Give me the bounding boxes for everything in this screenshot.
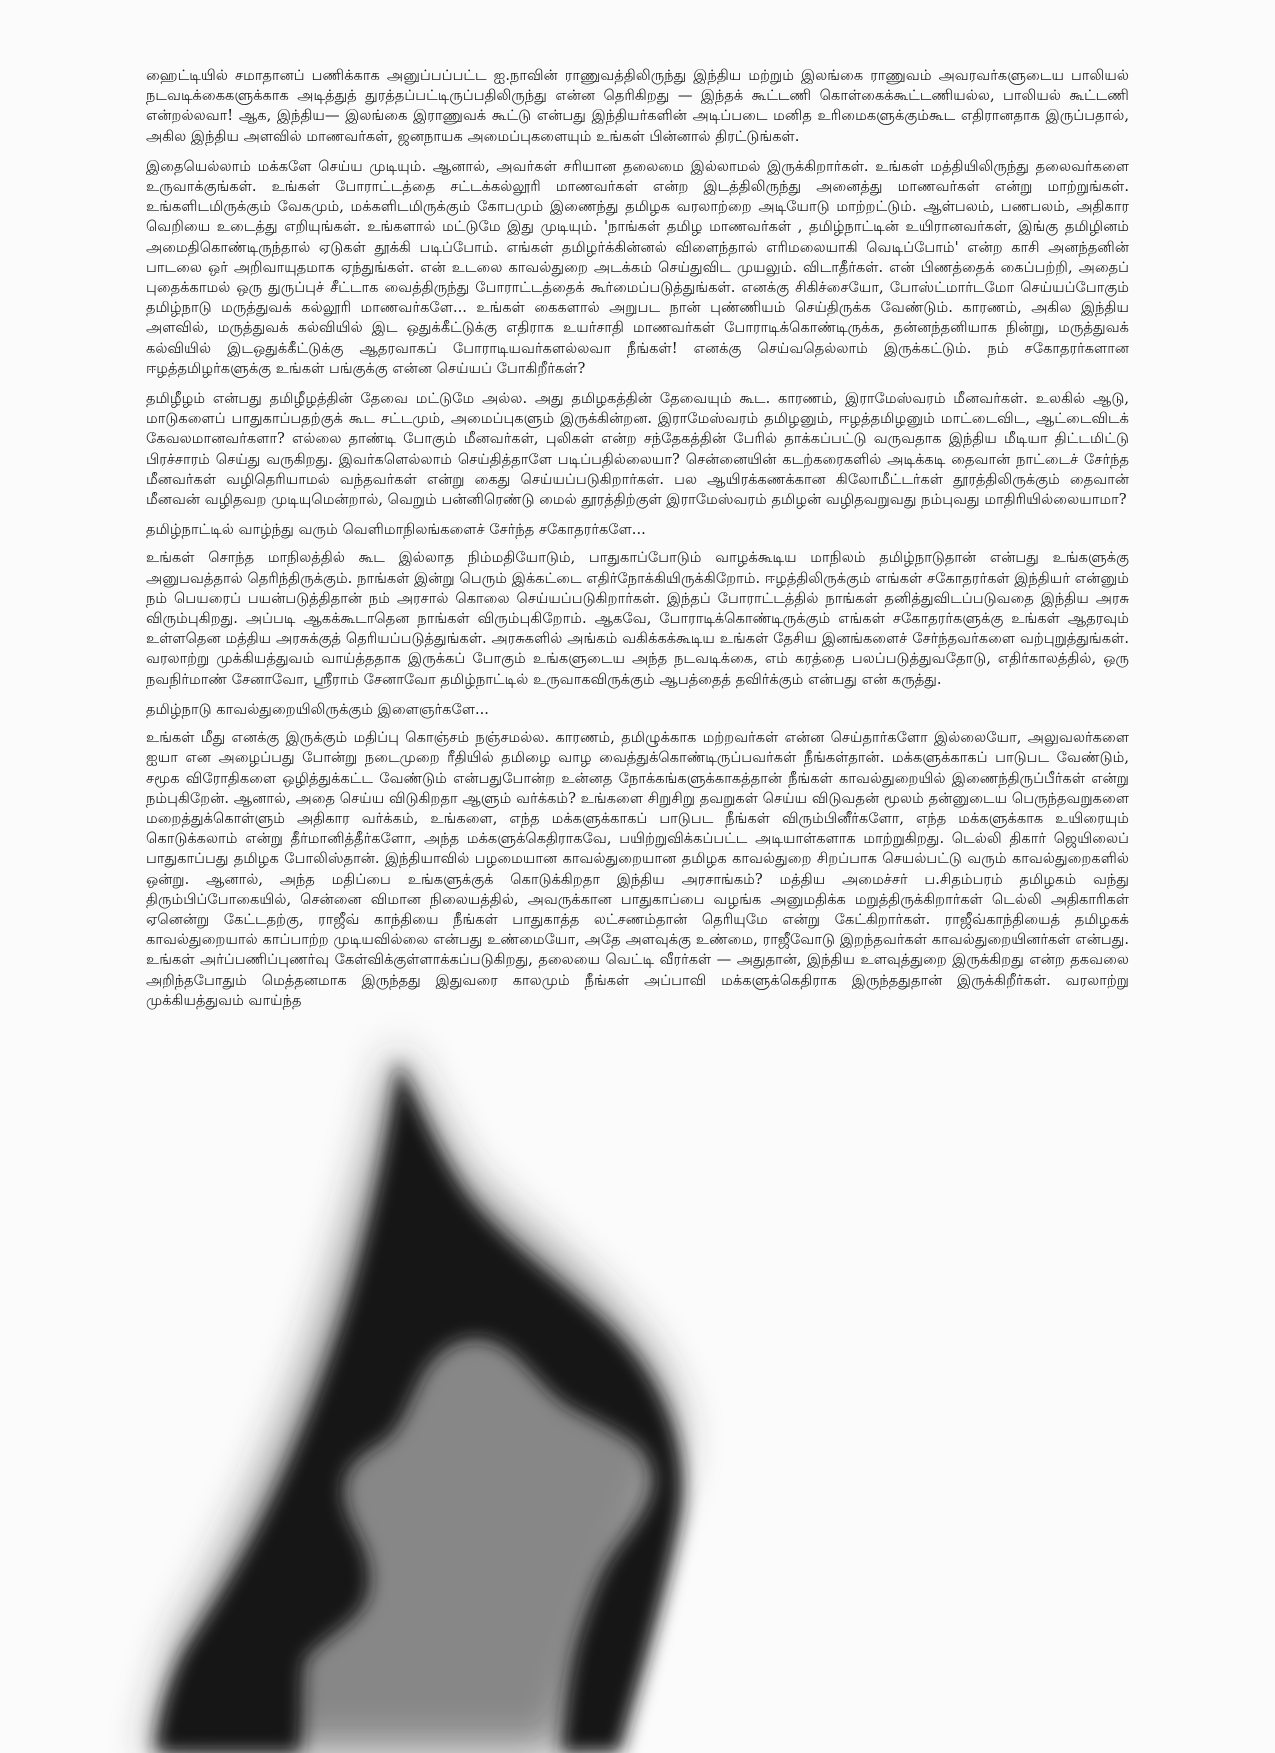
document-text (146, 66, 1129, 1021)
paragraph-other-states: உங்கள் சொந்த மாநிலத்தில் கூட இல்லாத நிம்மதியோடும், பாதுகாப்போடும் வாழக்கூடிய மாநிலம் தமிழ்நாடுதான் என்பது உங்களுக்கு அனுபவத்தால் தெரிந்திருக்கும். நாங்கள் இன்று பெரும் இக்கட்டை எதிர்நோக்கியிருக்கிறோம். ஈழத்திலிருக்கும் எங்கள் சகோதரர்கள் இந்தியர் என்னும் நம் பெயரைப் பயன்படுத்திதான் நம் அரசால் கொலை செய்யப்படுகிறார்கள். இந்தப் போராட்டத்தில் நாங்கள் தனித்துவிடப்படுவதை இந்திய அரசு விரும்புகிறது. அப்படி ஆகக்கூடாதென நாங்கள் விரும்புகிறோம். ஆகவே, போராடிக்கொண்டிருக்கும் எங்கள் சகோதரர்களுக்கு உங்கள் ஆதரவும் உள்ளதென மத்திய அரசுக்குத் தெரியப்படுத்துங்கள். அரசுகளில் அங்கம் வகிக்கக்கூடிய உங்கள் தேசிய இனங்களைச் சேர்ந்தவர்களை வற்புறுத்துங்கள். வரலாற்று முக்கியத்துவம் வாய்த்ததாக இருக்கப் போகும் உங்களுடைய அந்த நடவடிக்கை, எம் கரத்தை பலப்படுத்துவதோடு, எதிர்காலத்தில், ஒரு நவநிர்மாண் சேனாவோ, ஸ்ரீராம் சேனாவோ தமிழ்நாட்டில் உருவாகவிருக்கும் ஆபத்தைத் தவிர்க்கும் என்பது என் கருத்து. (146, 549, 1129, 688)
paragraph-police: உங்கள் மீது எனக்கு இருக்கும் மதிப்பு கொஞ்சம் நஞ்சமல்ல. காரணம், தமிழுக்காக மற்றவர்கள் என்ன செய்தார்களோ இல்லையோ, அலுவலர்களை ஐயா என அழைப்பது போன்று நடைமுறை ரீதியில் தமிழை வாழ வைத்துக்கொண்டிருப்பவர்கள் நீங்கள்தான். மக்களுக்காகப் பாடுபட வேண்டும், சமூக விரோதிகளை ஒழித்துக்கட்ட வேண்டும் என்பதுபோன்ற உன்னத நோக்கங்களுக்காகத்தான் நீங்கள் காவல்துறையில் இணைந்திருப்பீர்கள் என்று நம்புகிறேன். ஆனால், அதை செய்ய விடுகிறதா ஆளும் வர்க்கம்? உங்களை சிறுசிறு தவறுகள் செய்ய விடுவதன் மூலம் தன்னுடைய பெருந்தவறுகளை மறைத்துக்கொள்ளும் அதிகார வர்க்கம், உங்களை, எந்த மக்களுக்காகப் பாடுபட நீங்கள் விரும்பினீர்களோ, எந்த மக்களுக்காக உயிரையும் கொடுக்கலாம் என்று தீர்மானித்தீர்களோ, அந்த மக்களுக்கெதிராகவே, பயிற்றுவிக்கப்பட்ட அடியாள்களாக மாற்றுகிறது. டெல்லி திகார் ஜெயிலைப் பாதுகாப்பது தமிழக போலிஸ்தான். இந்தியாவில் பழமையான காவல்துறையான தமிழக காவல்துறை சிறப்பாக செயல்பட்டு வரும் காவல்துறைகளில் ஒன்று. ஆனால், அந்த மதிப்பை உங்களுக்குக் கொடுக்கிறதா இந்திய அரசாங்கம்? மத்திய அமைச்சர் ப.சிதம்பரம் தமிழகம் வந்து திரும்பிப்போகையில், சென்னை விமான நிலையத்தில், அவருக்கான பாதுகாப்பை வழங்க அனுமதிக்க மறுத்திருக்கிறார்கள் டெல்லி அதிகாரிகள் ஏனென்று கேட்டதற்கு, ராஜீவ் காந்தியை நீங்கள் பாதுகாத்த லட்சணம்தான் தெரியுமே என்று கேட்கிறார்கள். ராஜீவ்காந்தியைத் தமிழகக் காவல்துறையால் காப்பாற்ற முடியவில்லை என்பது உண்மையோ, அதே அளவுக்கு உண்மை, ராஜீவோடு இறந்தவர்கள் காவல்துறையினர்கள் என்பது. உங்கள் அர்ப்பணிப்புணர்வு கேள்விக்குள்ளாக்கப்படுகிறது, தலையை வெட்டி வீரர்கள் — அதுதான், இந்திய உளவுத்துறை இருக்கிறது என்ற தகவலை அறிந்தபோதும் மெத்தனமாக இருந்தது இதுவரை காலமும் நீங்கள் அப்பாவி மக்களுக்கெதிராக இருந்ததுதான் இருக்கிறீர்கள். வரலாற்று முக்கியத்துவம் வாய்ந்த (146, 729, 1129, 1009)
burn-core (155, 1060, 683, 1753)
burn-halo (150, 1045, 676, 1753)
paragraph-haiti: ஹைட்டியில் சமாதானப் பணிக்காக அனுப்பப்பட்ட ஐ.நாவின் ராணுவத்திலிருந்து இந்திய மற்றும் இலங்கை ராணுவம் அவரவர்களுடைய பாலியல் நடவடிக்கைகளுக்காக அடித்துத் துரத்தப்பட்டிருப்பதிலிருந்து என்ன தெரிகிறது — இந்தக் கூட்டணி கொள்கைக்கூட்டணியல்ல, பாலியல் கூட்டணி என்றல்லவா! ஆக, இந்திய— இலங்கை இராணுவக் கூட்டு என்பது இந்தியர்களின் அடிப்படை மனித உரிமைகளுக்கும்கூட எதிரானதாக இருப்பதால், அகில இந்திய அளவில் மாணவர்கள், ஜனநாயக அமைப்புகளையும் உங்கள் பின்னால் திரட்டுங்கள். (146, 67, 1129, 145)
heading-other-states: தமிழ்நாட்டில் வாழ்ந்து வரும் வெளிமாநிலங்களைச் சேர்ந்த சகோதரர்களே... (146, 521, 646, 539)
paragraph-tamil-eelam: தமிழீழம் என்பது தமிழீழத்தின் தேவை மட்டுமே அல்ல. அது தமிழகத்தின் தேவையும் கூட. காரணம், இராமேஸ்வரம் மீனவர்கள். உலகில் ஆடு, மாடுகளைப் பாதுகாப்பதற்குக் கூட சட்டமும், அமைப்புகளும் இருக்கின்றன. இராமேஸ்வரம் தமிழனும், ஈழத்தமிழனும் மாட்டைவிட, ஆட்டைவிடக் கேவலமானவர்களா? எல்லை தாண்டி போகும் மீனவர்கள், புலிகள் என்ற சந்தேகத்தின் பேரில் தாக்கப்பட்டு வருவதாக இந்திய மீடியா திட்டமிட்டு பிரச்சாரம் செய்து வருகிறது. இவர்களெல்லாம் செய்தித்தாளே படிப்பதில்லையா? சென்னையின் கடற்கரைகளில் அடிக்கடி தைவான் நாட்டைச் சேர்ந்த மீனவர்கள் வழிதெரியாமல் வந்தவர்கள் என்று கைது செய்யப்படுகிறார்கள். பல ஆயிரக்கணக்கான கிலோமீட்டர்கள் தூரத்திலிருக்கும் தைவான் மீனவன் வழிதவற முடியுமென்றால், வெறும் பன்னிரெண்டு மைல் தூரத்திற்குள் இராமேஸ்வரம் தமிழன் வழிதவறுவது நம்புவது மாதிரியில்லையாமா? (146, 390, 1129, 509)
heading-police: தமிழ்நாடு காவல்துறையிலிருக்கும் இளைஞர்களே... (146, 700, 489, 718)
paragraph-students: இதையெல்லாம் மக்களே செய்ய முடியும். ஆனால், அவர்கள் சரியான தலைமை இல்லாமல் இருக்கிறார்கள். உங்கள் மத்தியிலிருந்து தலைவர்களை உருவாக்குங்கள். உங்கள் போராட்டத்தை சட்டக்கல்லூரி மாணவர்கள் என்ற இடத்திலிருந்து அனைத்து மாணவர்கள் என்று மாற்றுங்கள். உங்களிடமிருக்கும் வேகமும், மக்களிடமிருக்கும் கோபமும் இணைந்து தமிழக வரலாற்றை அடியோடு மாற்றட்டும். ஆள்பலம், பணபலம், அதிகார வெறியை உடைத்து எறியுங்கள். உங்களால் மட்டுமே இது முடியும். 'நாங்கள் தமிழ மாணவர்கள் , தமிழ்நாட்டின் உயிரானவர்கள், இங்கு தமிழினம் அமைதிகொண்டிருந்தால் ஏடுகள் தூக்கி படிப்போம். எங்கள் தமிழர்க்கின்னல் விளைந்தால் எரிமலையாகி வெடிப்போம்' என்ற காசி அனந்தனின் பாடலை ஒர் அறிவாயுதமாக ஏந்துங்கள். என் உடலை காவல்துறை அடக்கம் செய்துவிட முயலும். விடாதீர்கள். என் பிணத்தைக் கைப்பற்றி, அதைப் புதைக்காமல் ஒரு துருப்புச் சீட்டாக வைத்திருந்து போராட்டத்தைக் கூர்மைப்படுத்துங்கள். எனக்கு சிகிச்சையோ, போஸ்ட்மார்டமோ செய்யப்போகும் தமிழ்நாடு மருத்துவக் கல்லூரி மாணவர்களே... உங்கள் கைகளால் அறுபட நான் புண்ணியம் செய்திருக்க வேண்டும். காரணம், அகில இந்திய அளவில், மருத்துவக் கல்வியில் இட ஒதுக்கீட்டுக்கு எதிராக உயர்சாதி மாணவர்கள் போராடிக்கொண்டிருக்க, தன்னந்தனியாக நின்று, மருத்துவக் கல்வியில் இடஒதுக்கீட்டுக்கு ஆதரவாகப் போராடியவர்களல்லவா நீங்கள்! எனக்கு செய்வதெல்லாம் இருக்கட்டும். நம் சகோதரர்களான ஈழத்தமிழர்களுக்கு உங்கள் பங்குக்கு என்ன செய்யப் போகிறீர்கள்? (146, 157, 1129, 377)
